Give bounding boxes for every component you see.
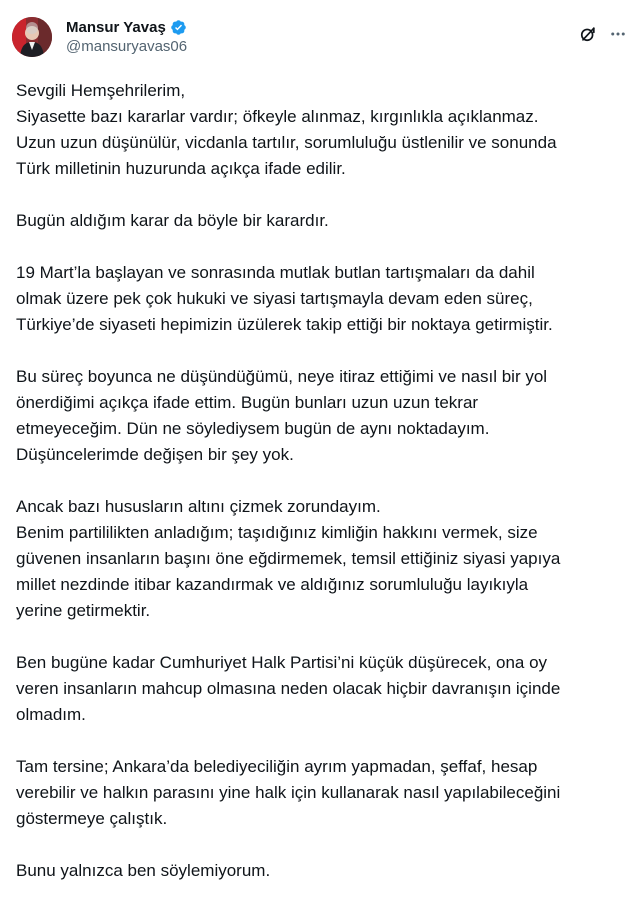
tweet-paragraph [16, 858, 628, 884]
tweet-text-line: göstermeye çalıştık. [16, 809, 168, 828]
tweet-text-line: etmeyeceğim. Dün ne söylediysem bugün de aynı noktadayım. [16, 419, 490, 438]
tweet-text-line: önerdiğimi açıkça ifade ettim. Bugün bunları uzun uzun tekrar [16, 393, 479, 412]
tweet-text-line: 19 Mart’la başlayan ve sonrasında mutlak butlan tartışmaları da dahil [16, 263, 535, 282]
author-names [66, 19, 187, 56]
tweet-text-line: yerine getirmektir. [16, 601, 151, 620]
avatar-image [12, 17, 52, 57]
tweet-text-line: Siyasette bazı kararlar vardır; öfkeyle alınmaz, kırgınlıkla açıklanmaz. [16, 107, 539, 126]
grok-icon[interactable] [576, 22, 600, 46]
author-handle[interactable]: @mansuryavas06 [66, 37, 188, 55]
tweet-text-line: millet nezdinde itibar kazandırmak ve aldığınız sorumluluğu layıkıyla [16, 575, 529, 594]
verified-badge-icon[interactable] [170, 19, 187, 36]
tweet-text-line: Ancak bazı hususların altını çizmek zorundayım. [16, 497, 381, 516]
tweet-text-line: Uzun uzun düşünülür, vicdanla tartılır, sorumluluğu üstlenilir ve sonunda [16, 133, 557, 152]
tweet-text-line: Bu süreç boyunca ne düşündüğümü, neye itiraz ettiğimi ve nasıl bir yol [16, 367, 548, 386]
tweet-text-line: olmak üzere pek çok hukuki ve siyasi tartışmayla devam eden süreç, [16, 289, 533, 308]
tweet-paragraph [16, 754, 628, 832]
tweet-paragraph [16, 78, 628, 182]
tweet-text-line: Düşüncelerimde değişen bir şey yok. [16, 445, 294, 464]
tweet-text-line: olmadım. [16, 705, 86, 724]
tweet-text-line: Bugün aldığım karar da böyle bir karardır. [16, 211, 329, 230]
tweet-paragraph [16, 364, 628, 468]
more-options-icon[interactable] [608, 22, 628, 46]
tweet-paragraph [16, 494, 628, 624]
tweet-text-line: Türk milletinin huzurunda açıkça ifade edilir. [16, 159, 346, 178]
tweet-paragraph [16, 208, 628, 234]
avatar[interactable] [12, 17, 52, 57]
tweet-header [12, 12, 628, 62]
tweet-text-line: verebilir ve halkın parasını yine halk için kullanarak nasıl yapılabileceğini [16, 783, 561, 802]
tweet-text-line: Türkiye’de siyaseti hepimizin üzülerek takip ettiği bir noktaya getirmiştir. [16, 315, 553, 334]
tweet-paragraph [16, 650, 628, 728]
tweet-text-line: Benim partililikten anladığım; taşıdığınız kimliğin hakkını vermek, size [16, 523, 538, 542]
tweet-text-line: veren insanların mahcup olmasına neden olacak hiçbir davranışın içinde [16, 679, 561, 698]
author-name[interactable]: Mansur Yavaş [66, 18, 166, 36]
tweet-text-line: Sevgili Hemşehrilerim, [16, 81, 186, 100]
tweet-paragraph [16, 260, 628, 338]
tweet-text-line: güvenen insanların başını öne eğdirmemek, temsil ettiğiniz siyasi yapıya [16, 549, 561, 568]
tweet-text-line: Bunu yalnızca ben söylemiyorum. [16, 861, 271, 880]
tweet-text-line: Ben bugüne kadar Cumhuriyet Halk Partisi’ni küçük düşürecek, ona oy [16, 653, 548, 672]
tweet-text [16, 78, 628, 910]
author-name-row[interactable] [66, 19, 187, 37]
tweet-text-line: Tam tersine; Ankara’da belediyeciliğin ayrım yapmadan, şeffaf, hesap [16, 757, 538, 776]
